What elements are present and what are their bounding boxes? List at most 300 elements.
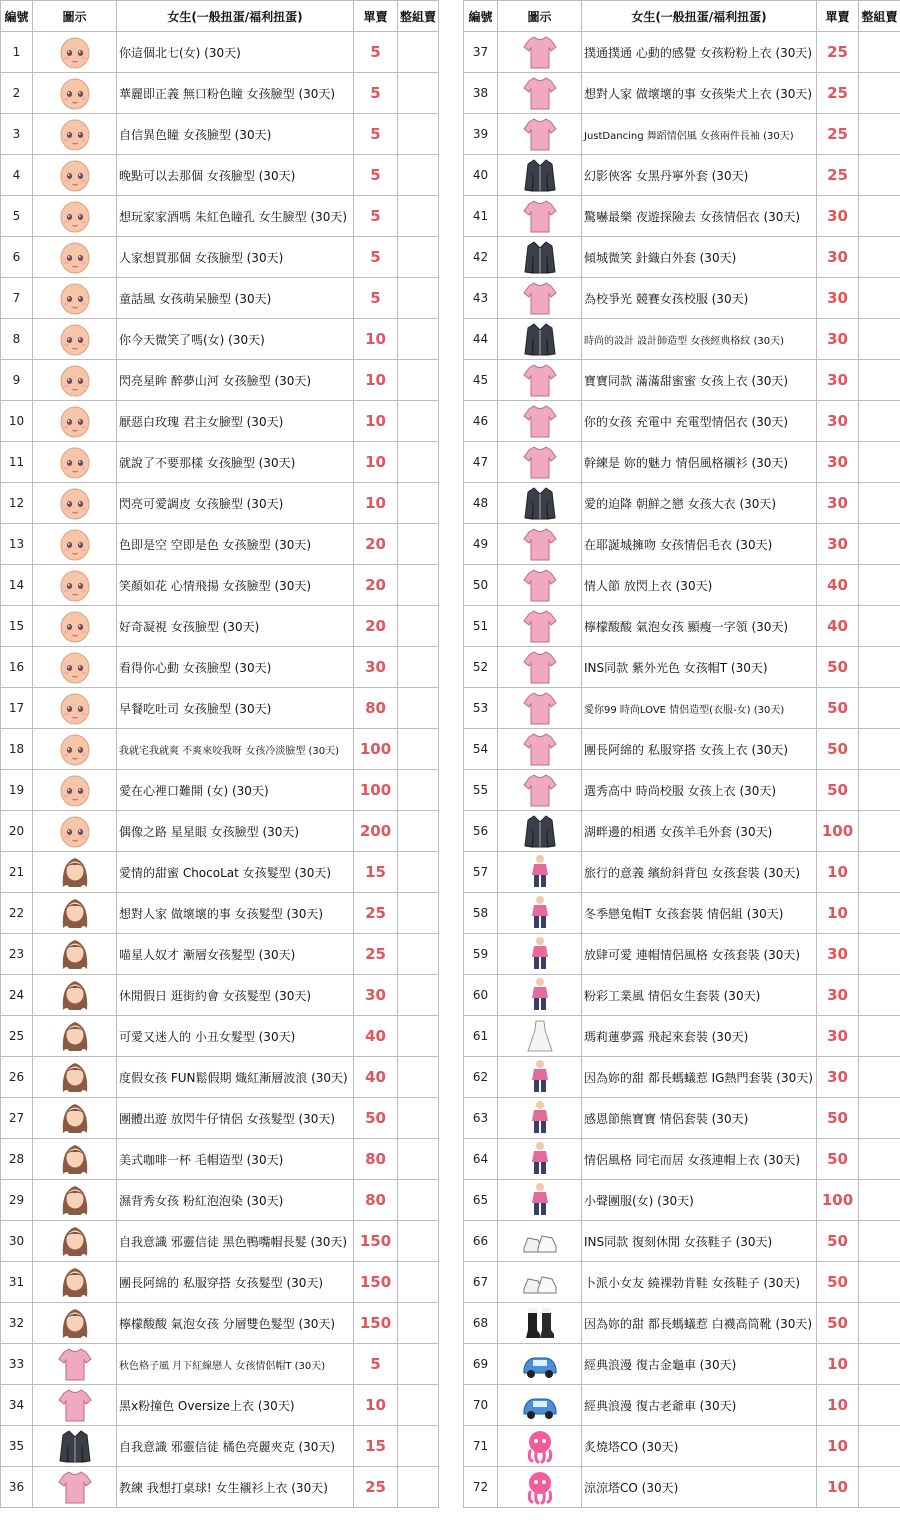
item-name: 愛情的甜蜜 ChocoLat 女孩髮型 (30天) <box>117 852 354 893</box>
item-set-price <box>859 196 900 237</box>
item-number: 56 <box>464 811 498 852</box>
item-set-price <box>398 524 439 565</box>
item-image-cell <box>498 278 582 319</box>
item-single-price: 5 <box>354 73 398 114</box>
item-image-cell <box>33 196 117 237</box>
item-number: 52 <box>464 647 498 688</box>
item-number: 6 <box>1 237 33 278</box>
table-row <box>1 483 439 524</box>
item-set-price <box>398 1057 439 1098</box>
item-name: 團長阿綿的 私服穿搭 女孩上衣 (30天) <box>582 729 817 770</box>
hair-icon <box>55 1272 95 1291</box>
table-row <box>464 442 900 483</box>
item-single-price: 50 <box>354 1098 398 1139</box>
item-image-cell <box>498 155 582 196</box>
item-image-cell <box>498 483 582 524</box>
jacket-icon <box>520 821 560 840</box>
item-single-price: 30 <box>817 524 859 565</box>
item-single-price: 25 <box>354 934 398 975</box>
item-name: 晚點可以去那個 女孩臉型 (30天) <box>117 155 354 196</box>
table-row <box>1 1016 439 1057</box>
item-image-cell <box>498 1262 582 1303</box>
outfit-icon <box>520 1108 560 1127</box>
table-row <box>464 114 900 155</box>
hair-icon <box>55 1313 95 1332</box>
octopus-icon <box>520 1477 560 1496</box>
outfit-icon <box>520 1067 560 1086</box>
shirt-icon <box>520 698 560 717</box>
item-single-price: 30 <box>817 360 859 401</box>
item-image-cell <box>498 647 582 688</box>
table-header-row <box>464 1 900 32</box>
face-icon <box>55 247 95 266</box>
item-set-price <box>398 1139 439 1180</box>
item-name: 情人節 放閃上衣 (30天) <box>582 565 817 606</box>
item-number: 7 <box>1 278 33 319</box>
item-single-price: 50 <box>817 1262 859 1303</box>
item-image-cell <box>498 729 582 770</box>
item-number: 22 <box>1 893 33 934</box>
table-row <box>464 1262 900 1303</box>
item-single-price: 30 <box>817 934 859 975</box>
item-single-price: 30 <box>817 196 859 237</box>
item-number: 26 <box>1 1057 33 1098</box>
item-number: 15 <box>1 606 33 647</box>
item-image-cell <box>498 975 582 1016</box>
item-number: 20 <box>1 811 33 852</box>
table-row <box>1 565 439 606</box>
item-set-price <box>859 1467 900 1508</box>
item-number: 72 <box>464 1467 498 1508</box>
item-set-price <box>859 483 900 524</box>
item-image-cell <box>498 852 582 893</box>
face-icon <box>55 739 95 758</box>
item-single-price: 25 <box>817 73 859 114</box>
face-icon <box>55 493 95 512</box>
item-name: 粉彩工業風 情侶女生套裝 (30天) <box>582 975 817 1016</box>
item-image-cell <box>33 32 117 73</box>
face-icon <box>55 657 95 676</box>
item-number: 18 <box>1 729 33 770</box>
item-image-cell <box>33 1262 117 1303</box>
face-icon <box>55 165 95 184</box>
item-name: INS同款 紫外光色 女孩帽T (30天) <box>582 647 817 688</box>
item-number: 30 <box>1 1221 33 1262</box>
item-name: 看得你心動 女孩臉型 (30天) <box>117 647 354 688</box>
item-set-price <box>859 934 900 975</box>
item-set-price <box>859 811 900 852</box>
item-image-cell <box>498 32 582 73</box>
item-number: 61 <box>464 1016 498 1057</box>
table-row <box>464 893 900 934</box>
item-set-price <box>859 1098 900 1139</box>
item-set-price <box>859 1344 900 1385</box>
item-set-price <box>859 524 900 565</box>
outfit-icon <box>520 944 560 963</box>
item-image-cell <box>498 1016 582 1057</box>
header-id: 編號 <box>1 1 33 32</box>
item-set-price <box>859 1180 900 1221</box>
item-name: 小聲團服(女) (30天) <box>582 1180 817 1221</box>
table-row <box>464 1098 900 1139</box>
table-row <box>464 852 900 893</box>
face-icon <box>55 83 95 102</box>
item-number: 54 <box>464 729 498 770</box>
table-row <box>464 811 900 852</box>
item-number: 49 <box>464 524 498 565</box>
table-row <box>464 483 900 524</box>
item-single-price: 50 <box>817 688 859 729</box>
item-name: 涼涼塔CO (30天) <box>582 1467 817 1508</box>
item-image-cell <box>33 647 117 688</box>
item-number: 58 <box>464 893 498 934</box>
item-image-cell <box>33 729 117 770</box>
item-set-price <box>859 688 900 729</box>
item-image-cell <box>33 770 117 811</box>
item-number: 64 <box>464 1139 498 1180</box>
table-row <box>1 237 439 278</box>
item-name: 華麗即正義 無口粉色瞳 女孩臉型 (30天) <box>117 73 354 114</box>
item-set-price <box>398 483 439 524</box>
item-image-cell <box>33 688 117 729</box>
item-set-price <box>398 401 439 442</box>
item-name: 檸檬酸酸 氣泡女孩 分層雙色髮型 (30天) <box>117 1303 354 1344</box>
left-price-table <box>0 0 439 1508</box>
jacket-icon <box>55 1436 95 1455</box>
hair-icon <box>55 1231 95 1250</box>
item-image-cell <box>498 196 582 237</box>
table-row <box>1 1385 439 1426</box>
item-single-price: 5 <box>354 155 398 196</box>
item-single-price: 80 <box>354 1180 398 1221</box>
item-number: 68 <box>464 1303 498 1344</box>
item-set-price <box>398 975 439 1016</box>
item-single-price: 25 <box>817 32 859 73</box>
item-number: 44 <box>464 319 498 360</box>
item-number: 19 <box>1 770 33 811</box>
shirt-icon <box>55 1395 95 1414</box>
face-icon <box>55 821 95 840</box>
item-number: 69 <box>464 1344 498 1385</box>
item-single-price: 5 <box>354 196 398 237</box>
table-row <box>464 1221 900 1262</box>
item-image-cell <box>33 1057 117 1098</box>
item-number: 70 <box>464 1385 498 1426</box>
shirt-icon <box>55 1354 95 1373</box>
item-name: JustDancing 舞蹈情侶風 女孩兩件長袖 (30天) <box>582 114 817 155</box>
item-image-cell <box>498 893 582 934</box>
item-set-price <box>398 32 439 73</box>
item-set-price <box>859 852 900 893</box>
item-number: 57 <box>464 852 498 893</box>
face-icon <box>55 42 95 61</box>
jacket-icon <box>520 329 560 348</box>
item-single-price: 10 <box>817 1467 859 1508</box>
item-name: 黑x粉撞色 Oversize上衣 (30天) <box>117 1385 354 1426</box>
jacket-icon <box>520 247 560 266</box>
table-row <box>1 647 439 688</box>
item-name: 可愛又迷人的 小丑女髮型 (30天) <box>117 1016 354 1057</box>
item-set-price <box>859 155 900 196</box>
item-single-price: 20 <box>354 606 398 647</box>
item-number: 50 <box>464 565 498 606</box>
item-name: 想對人家 做壞壞的事 女孩髮型 (30天) <box>117 893 354 934</box>
item-single-price: 30 <box>817 278 859 319</box>
item-image-cell <box>33 606 117 647</box>
table-row <box>464 1467 900 1508</box>
boots-icon <box>520 1313 560 1332</box>
item-name: 想對人家 做壞壞的事 女孩柴犬上衣 (30天) <box>582 73 817 114</box>
item-single-price: 50 <box>817 770 859 811</box>
table-row <box>1 1221 439 1262</box>
item-name: INS同款 復刻休閒 女孩鞋子 (30天) <box>582 1221 817 1262</box>
item-set-price <box>859 729 900 770</box>
shirt-icon <box>520 288 560 307</box>
item-number: 9 <box>1 360 33 401</box>
item-set-price <box>398 442 439 483</box>
table-row <box>1 32 439 73</box>
item-number: 59 <box>464 934 498 975</box>
item-name: 旅行的意義 繽紛斜背包 女孩套裝 (30天) <box>582 852 817 893</box>
table-row <box>1 1057 439 1098</box>
item-image-cell <box>498 770 582 811</box>
item-number: 66 <box>464 1221 498 1262</box>
item-number: 8 <box>1 319 33 360</box>
item-name: 自我意識 邪靈信徒 橘色亮麗夾克 (30天) <box>117 1426 354 1467</box>
header-name: 女生(一般扭蛋/福利扭蛋) <box>117 1 354 32</box>
table-row <box>464 606 900 647</box>
item-set-price <box>859 565 900 606</box>
item-number: 21 <box>1 852 33 893</box>
item-single-price: 50 <box>817 1221 859 1262</box>
item-number: 4 <box>1 155 33 196</box>
item-image-cell <box>33 565 117 606</box>
item-image-cell <box>498 1467 582 1508</box>
item-single-price: 5 <box>354 278 398 319</box>
item-single-price: 25 <box>354 893 398 934</box>
item-number: 67 <box>464 1262 498 1303</box>
item-name: 想玩家家酒嗎 朱紅色瞳孔 女生臉型 (30天) <box>117 196 354 237</box>
item-number: 48 <box>464 483 498 524</box>
item-single-price: 10 <box>817 1344 859 1385</box>
item-image-cell <box>33 1426 117 1467</box>
item-set-price <box>398 114 439 155</box>
item-number: 16 <box>1 647 33 688</box>
car-icon <box>520 1354 560 1373</box>
item-name: 湖畔邊的相遇 女孩羊毛外套 (30天) <box>582 811 817 852</box>
item-image-cell <box>498 688 582 729</box>
item-set-price <box>859 1385 900 1426</box>
table-row <box>464 934 900 975</box>
table-row <box>464 319 900 360</box>
item-name: 你的女孩 充電中 充電型情侶衣 (30天) <box>582 401 817 442</box>
table-row <box>464 565 900 606</box>
item-set-price <box>859 1262 900 1303</box>
item-name: 愛你99 時尚LOVE 情侶造型(衣服-女) (30天) <box>582 688 817 729</box>
item-name: 度假女孩 FUN鬆假期 熾紅漸層波浪 (30天) <box>117 1057 354 1098</box>
shirt-icon <box>520 739 560 758</box>
item-number: 13 <box>1 524 33 565</box>
item-single-price: 10 <box>817 1385 859 1426</box>
item-number: 60 <box>464 975 498 1016</box>
item-number: 65 <box>464 1180 498 1221</box>
table-row <box>1 975 439 1016</box>
table-row <box>1 1344 439 1385</box>
shirt-icon <box>520 42 560 61</box>
table-row <box>1 442 439 483</box>
item-image-cell <box>498 1344 582 1385</box>
item-set-price <box>859 1426 900 1467</box>
table-row <box>464 770 900 811</box>
item-set-price <box>859 770 900 811</box>
jacket-icon <box>520 165 560 184</box>
item-set-price <box>859 1057 900 1098</box>
face-icon <box>55 411 95 430</box>
item-image-cell <box>33 811 117 852</box>
table-row <box>464 1385 900 1426</box>
table-row <box>464 32 900 73</box>
item-single-price: 100 <box>354 729 398 770</box>
item-set-price <box>398 319 439 360</box>
item-image-cell <box>33 114 117 155</box>
item-name: 團體出遊 放閃牛仔情侶 女孩髮型 (30天) <box>117 1098 354 1139</box>
car-icon <box>520 1395 560 1414</box>
face-icon <box>55 206 95 225</box>
item-single-price: 10 <box>817 852 859 893</box>
item-set-price <box>859 975 900 1016</box>
item-image-cell <box>33 278 117 319</box>
table-row <box>464 647 900 688</box>
item-set-price <box>398 196 439 237</box>
item-image-cell <box>498 606 582 647</box>
item-set-price <box>398 1385 439 1426</box>
item-single-price: 10 <box>354 483 398 524</box>
table-row <box>1 606 439 647</box>
item-number: 43 <box>464 278 498 319</box>
hair-icon <box>55 1108 95 1127</box>
item-single-price: 30 <box>817 401 859 442</box>
table-row <box>1 688 439 729</box>
item-image-cell <box>498 1303 582 1344</box>
item-set-price <box>859 893 900 934</box>
item-number: 40 <box>464 155 498 196</box>
item-image-cell <box>33 1385 117 1426</box>
table-row <box>464 73 900 114</box>
item-name: 童話風 女孩萌呆臉型 (30天) <box>117 278 354 319</box>
item-image-cell <box>33 524 117 565</box>
item-name: 就說了不要那樣 女孩臉型 (30天) <box>117 442 354 483</box>
item-number: 53 <box>464 688 498 729</box>
item-image-cell <box>498 73 582 114</box>
header-image: 圖示 <box>498 1 582 32</box>
item-single-price: 10 <box>354 1385 398 1426</box>
item-single-price: 10 <box>354 442 398 483</box>
face-icon <box>55 329 95 348</box>
item-set-price <box>398 1262 439 1303</box>
item-name: 教練 我想打桌球! 女生襯衫上衣 (30天) <box>117 1467 354 1508</box>
item-name: 經典浪漫 復古金龜車 (30天) <box>582 1344 817 1385</box>
item-name: 寶寶同款 滿滿甜蜜蜜 女孩上衣 (30天) <box>582 360 817 401</box>
table-row <box>464 401 900 442</box>
item-image-cell <box>33 934 117 975</box>
item-number: 45 <box>464 360 498 401</box>
shirt-icon <box>55 1477 95 1496</box>
face-icon <box>55 575 95 594</box>
item-single-price: 5 <box>354 237 398 278</box>
item-set-price <box>398 1098 439 1139</box>
shirt-icon <box>520 370 560 389</box>
item-name: 愛的迫降 朝鮮之戀 女孩大衣 (30天) <box>582 483 817 524</box>
item-name: 自信異色瞳 女孩臉型 (30天) <box>117 114 354 155</box>
item-image-cell <box>498 1057 582 1098</box>
item-number: 71 <box>464 1426 498 1467</box>
item-single-price: 30 <box>817 975 859 1016</box>
item-number: 25 <box>1 1016 33 1057</box>
item-set-price <box>859 278 900 319</box>
item-number: 55 <box>464 770 498 811</box>
item-image-cell <box>33 483 117 524</box>
item-image-cell <box>33 1016 117 1057</box>
item-single-price: 200 <box>354 811 398 852</box>
item-set-price <box>859 114 900 155</box>
item-set-price <box>859 237 900 278</box>
item-number: 35 <box>1 1426 33 1467</box>
shirt-icon <box>520 452 560 471</box>
outfit-icon <box>520 903 560 922</box>
table-row <box>464 155 900 196</box>
item-single-price: 40 <box>817 606 859 647</box>
header-set-price: 整組賣 <box>398 1 439 32</box>
hair-icon <box>55 1149 95 1168</box>
item-number: 33 <box>1 1344 33 1385</box>
item-set-price <box>859 1221 900 1262</box>
item-image-cell <box>498 934 582 975</box>
item-set-price <box>859 319 900 360</box>
item-single-price: 40 <box>817 565 859 606</box>
item-image-cell <box>498 360 582 401</box>
item-name: 你這個北七(女) (30天) <box>117 32 354 73</box>
item-number: 34 <box>1 1385 33 1426</box>
item-set-price <box>398 360 439 401</box>
hair-icon <box>55 1067 95 1086</box>
item-name: 濕背秀女孩 粉紅泡泡染 (30天) <box>117 1180 354 1221</box>
item-single-price: 40 <box>354 1016 398 1057</box>
item-number: 63 <box>464 1098 498 1139</box>
table-row <box>1 196 439 237</box>
item-name: 偶像之路 星星眼 女孩臉型 (30天) <box>117 811 354 852</box>
item-name: 早餐吃吐司 女孩臉型 (30天) <box>117 688 354 729</box>
item-set-price <box>398 647 439 688</box>
item-set-price <box>398 1467 439 1508</box>
item-image-cell <box>498 442 582 483</box>
item-number: 28 <box>1 1139 33 1180</box>
item-name: 笑顏如花 心情飛揚 女孩臉型 (30天) <box>117 565 354 606</box>
item-name: 放肆可愛 連帽情侶風格 女孩套裝 (30天) <box>582 934 817 975</box>
table-row <box>464 1139 900 1180</box>
shoes-icon <box>520 1272 560 1291</box>
item-set-price <box>859 401 900 442</box>
item-name: 選秀高中 時尚校服 女孩上衣 (30天) <box>582 770 817 811</box>
item-number: 32 <box>1 1303 33 1344</box>
face-icon <box>55 370 95 389</box>
item-single-price: 15 <box>354 852 398 893</box>
item-single-price: 150 <box>354 1221 398 1262</box>
item-name: 好奇凝視 女孩臉型 (30天) <box>117 606 354 647</box>
table-row <box>464 729 900 770</box>
item-name: 你今天微笑了嗎(女) (30天) <box>117 319 354 360</box>
table-row <box>1 155 439 196</box>
item-number: 1 <box>1 32 33 73</box>
